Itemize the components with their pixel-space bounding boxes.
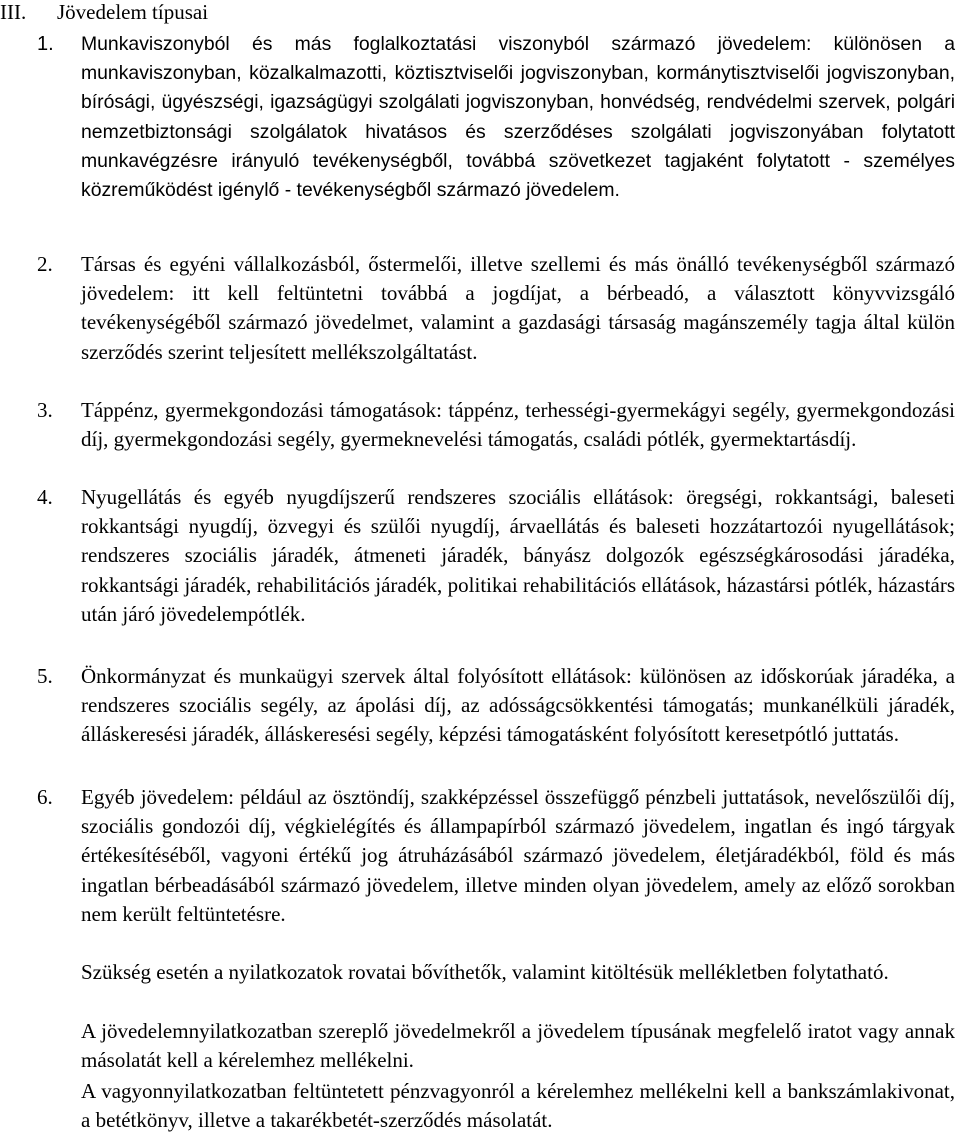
list-item-text: Táppénz, gyermekgondozási támogatások: táppénz, terhességi-gyermekágyi segély, gyermekgondozási díj, gyermekgondozási segély, gyermeknevelési támogatás, családi pótlék, gyermektartásdíj. [81, 398, 955, 452]
list-item-sick-pay-benefits [37, 396, 955, 454]
note-asset-attachments: A vagyonnyilatkozatban feltüntetett pénzvagyonról a kérelemhez mellékelni kell a bankszámlakivonat, a betétkönyv, illetve a takarékbetét-szerződés másolatát. [81, 1079, 955, 1133]
note-extension: Szükség esetén a nyilatkozatok rovatai bővíthetők, valamint kitöltésük mellékletben folytatható. [81, 960, 889, 984]
list-item-number: 2. [37, 252, 53, 276]
section-number: III. [0, 0, 27, 24]
list-item-municipal-benefits [37, 662, 955, 750]
list-item-pension-benefits [37, 483, 955, 629]
section-heading [0, 0, 208, 27]
list-item-number: 3. [37, 398, 53, 422]
list-item-number: 5. [37, 664, 53, 688]
section-title: Jövedelem típusai [57, 0, 209, 24]
list-item-text: Munkaviszonyból és más foglalkoztatási viszonyból származó jövedelem: különösen a munkaviszonyban, közalkalmazotti, köztisztviselői jogviszonyban, kormánytisztviselői jogviszonyban, bírósági, ügyészségi, igazságügyi szolgálati jogviszonyban, honvédség, rendvédelmi szervek, polgári nemzetbiztonsági szolgálatok hivatásos és szerződéses szolgálati jogviszonyában folytatott munkavégzésre irányuló tevékenységből, továbbá szövetkezet tagjaként folytatott - személyes közreműködést igénylő - tevékenységből származó jövedelem. [81, 33, 955, 202]
list-item-number: 1. [37, 33, 54, 55]
list-item-employment-income [37, 30, 955, 205]
list-item-text: Nyugellátás és egyéb nyugdíjszerű rendszeres szociális ellátások: öregségi, rokkantsági, baleseti rokkantsági nyugdíj, özvegyi és szülői nyugdíj, árvaellátás és baleseti hozzátartozói nyugellátások; rendszeres szociális járadék, átmeneti járadék, bányász dolgozók egészségkárosodási járadéka, rokkantsági járadék, rehabilitációs járadék, politikai rehabilitációs ellátások, házastársi pótlék, házastárs után járó jövedelempótlék. [81, 485, 955, 626]
list-item-business-income [37, 250, 955, 367]
list-item-text: Önkormányzat és munkaügyi szervek által folyósított ellátások: különösen az időskorúak járadéka, a rendszeres szociális segély, az ápolási díj, az adósságcsökkentési támogatás; munkanélküli járadék, álláskeresési járadék, álláskeresési segély, képzési támogatásként folyósított keresetpótló juttatás. [81, 664, 955, 747]
list-item-number: 6. [37, 785, 53, 809]
note-income-attachments: A jövedelemnyilatkozatban szereplő jövedelmekről a jövedelem típusának megfelelő iratot vagy annak másolatát kell a kérelemhez mellékelni. [81, 1019, 955, 1073]
list-item-text: Egyéb jövedelem: például az ösztöndíj, szakképzéssel összefüggő pénzbeli juttatások, nevelőszülői díj, szociális gondozói díj, végkielégítés és állampapírból származó jövedelem, ingatlan és ingó tárgyak értékesítéséből, vagyoni értékű jog átruházásából származó jövedelem, életjáradékból, föld és más ingatlan bérbeadásából származó jövedelem, illetve minden olyan jövedelem, amely az előző sorokban nem került feltüntetésre. [81, 785, 955, 926]
list-item-other-income [37, 783, 955, 929]
list-item-number: 4. [37, 485, 53, 509]
list-item-text: Társas és egyéni vállalkozásból, őstermelői, illetve szellemi és más önálló tevékenységből származó jövedelem: itt kell feltüntetni továbbá a jogdíjat, a bérbeadó, a választott könyvvizsgáló tevékenységéből származó jövedelmet, valamint a gazdasági társaság magánszemély tagja által külön szerződés szerint teljesített mellékszolgáltatást. [81, 252, 955, 364]
